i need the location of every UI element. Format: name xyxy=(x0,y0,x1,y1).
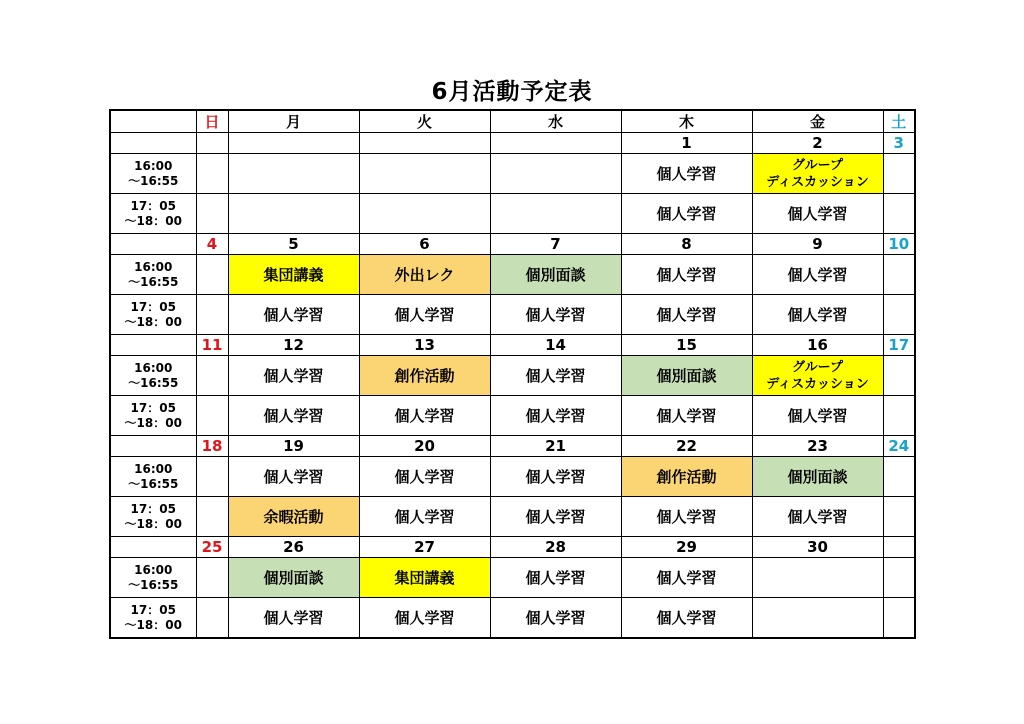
schedule-table xyxy=(109,109,916,639)
activity-cell xyxy=(883,255,915,295)
weekday-header-sunday: 日 xyxy=(196,110,228,133)
time-slot-start: 17：05 xyxy=(130,299,176,314)
date-cell-saturday: 3 xyxy=(883,133,915,154)
date-cell-thursday: 29 xyxy=(621,537,752,558)
activity-cell: 個人学習 xyxy=(228,598,359,639)
activity-cell xyxy=(196,396,228,436)
time-slot-row xyxy=(110,457,915,497)
date-row xyxy=(110,436,915,457)
activity-cell: 集団講義 xyxy=(228,255,359,295)
activity-cell: 個人学習 xyxy=(621,255,752,295)
time-slot-label xyxy=(110,356,196,396)
date-cell-tuesday: 27 xyxy=(359,537,490,558)
activity-cell: 余暇活動 xyxy=(228,497,359,537)
activity-cell: 個人学習 xyxy=(490,356,621,396)
activity-cell: 個人学習 xyxy=(490,295,621,335)
date-row xyxy=(110,335,915,356)
time-slot-start: 17：05 xyxy=(130,198,176,213)
time-slot-start: 16:00 xyxy=(134,360,173,375)
activity-cell: 個人学習 xyxy=(359,396,490,436)
date-row-label xyxy=(110,234,196,255)
time-slot-end: ～18：00 xyxy=(124,516,182,531)
time-slot-row xyxy=(110,497,915,537)
weekday-header-friday: 金 xyxy=(752,110,883,133)
time-slot-label xyxy=(110,497,196,537)
date-cell-sunday: 4 xyxy=(196,234,228,255)
time-slot-start: 16:00 xyxy=(134,562,173,577)
time-slot-end: ～18：00 xyxy=(124,415,182,430)
time-slot-start: 16:00 xyxy=(134,259,173,274)
date-cell-saturday: 17 xyxy=(883,335,915,356)
activity-cell xyxy=(883,497,915,537)
time-slot-start: 17：05 xyxy=(130,400,176,415)
time-slot-start: 17：05 xyxy=(130,602,176,617)
weekday-header-thursday: 木 xyxy=(621,110,752,133)
activity-cell: 個人学習 xyxy=(228,295,359,335)
weekday-header-tuesday: 火 xyxy=(359,110,490,133)
date-row-label xyxy=(110,335,196,356)
activity-cell: 個人学習 xyxy=(752,255,883,295)
activity-cell xyxy=(883,154,915,194)
time-slot-end: ～18：00 xyxy=(124,617,182,632)
time-slot-label xyxy=(110,295,196,335)
date-row xyxy=(110,234,915,255)
activity-cell xyxy=(196,457,228,497)
activity-cell: 個人学習 xyxy=(490,457,621,497)
date-cell-thursday: 8 xyxy=(621,234,752,255)
time-slot-end: ～16:55 xyxy=(128,274,179,289)
time-slot-label xyxy=(110,457,196,497)
activity-cell: 個人学習 xyxy=(359,497,490,537)
activity-cell: 個人学習 xyxy=(359,295,490,335)
activity-cell: 個人学習 xyxy=(228,356,359,396)
page-title: 6月活動予定表 xyxy=(431,79,593,105)
activity-cell xyxy=(883,194,915,234)
activity-cell xyxy=(883,457,915,497)
activity-line: ディスカッション xyxy=(766,174,869,190)
date-cell-sunday: 18 xyxy=(196,436,228,457)
activity-cell: 個人学習 xyxy=(490,497,621,537)
activity-cell: 個人学習 xyxy=(621,598,752,639)
activity-cell xyxy=(883,558,915,598)
date-cell-sunday: 25 xyxy=(196,537,228,558)
activity-cell xyxy=(359,194,490,234)
date-cell-sunday: 11 xyxy=(196,335,228,356)
date-cell-monday xyxy=(228,133,359,154)
activity-cell xyxy=(752,598,883,639)
date-cell-wednesday: 28 xyxy=(490,537,621,558)
date-row-label xyxy=(110,537,196,558)
activity-cell xyxy=(752,154,883,194)
date-cell-friday: 9 xyxy=(752,234,883,255)
date-cell-thursday: 22 xyxy=(621,436,752,457)
time-slot-start: 17：05 xyxy=(130,501,176,516)
activity-cell xyxy=(196,497,228,537)
date-cell-monday: 26 xyxy=(228,537,359,558)
activity-cell: 個人学習 xyxy=(752,194,883,234)
activity-cell: 個人学習 xyxy=(228,396,359,436)
activity-cell xyxy=(196,194,228,234)
activity-cell xyxy=(228,194,359,234)
date-cell-friday: 30 xyxy=(752,537,883,558)
time-slot-row xyxy=(110,396,915,436)
activity-cell: 個人学習 xyxy=(359,598,490,639)
time-slot-end: ～18：00 xyxy=(124,213,182,228)
activity-cell: 個人学習 xyxy=(621,194,752,234)
activity-cell: 個別面談 xyxy=(752,457,883,497)
time-slot-start: 16:00 xyxy=(134,158,173,173)
activity-line: グループ xyxy=(792,359,843,375)
date-cell-friday: 23 xyxy=(752,436,883,457)
activity-cell: 外出レク xyxy=(359,255,490,295)
activity-cell: 個別面談 xyxy=(228,558,359,598)
activity-cell xyxy=(196,154,228,194)
activity-cell xyxy=(883,598,915,639)
time-slot-row xyxy=(110,194,915,234)
date-cell-wednesday: 7 xyxy=(490,234,621,255)
date-cell-wednesday: 14 xyxy=(490,335,621,356)
time-slot-row xyxy=(110,255,915,295)
time-slot-label xyxy=(110,558,196,598)
activity-cell: 個人学習 xyxy=(621,295,752,335)
activity-cell: 個別面談 xyxy=(621,356,752,396)
activity-cell xyxy=(752,356,883,396)
date-cell-sunday xyxy=(196,133,228,154)
activity-cell xyxy=(196,295,228,335)
activity-cell xyxy=(883,356,915,396)
time-slot-label xyxy=(110,396,196,436)
activity-cell: 個人学習 xyxy=(490,396,621,436)
activity-line: ディスカッション xyxy=(766,376,869,392)
date-row xyxy=(110,133,915,154)
date-cell-monday: 5 xyxy=(228,234,359,255)
date-cell-tuesday xyxy=(359,133,490,154)
date-cell-tuesday: 20 xyxy=(359,436,490,457)
activity-cell: 個人学習 xyxy=(621,497,752,537)
activity-cell: 個人学習 xyxy=(359,457,490,497)
date-cell-wednesday: 21 xyxy=(490,436,621,457)
activity-cell: 個人学習 xyxy=(752,396,883,436)
time-slot-end: ～16:55 xyxy=(128,476,179,491)
time-slot-row xyxy=(110,558,915,598)
date-cell-tuesday: 13 xyxy=(359,335,490,356)
activity-cell: 個人学習 xyxy=(752,497,883,537)
activity-cell: 個人学習 xyxy=(490,558,621,598)
time-slot-label xyxy=(110,255,196,295)
activity-cell xyxy=(196,558,228,598)
date-cell-wednesday xyxy=(490,133,621,154)
time-slot-end: ～16:55 xyxy=(128,577,179,592)
time-slot-row xyxy=(110,154,915,194)
date-cell-thursday: 15 xyxy=(621,335,752,356)
weekday-header-saturday: 土 xyxy=(883,110,915,133)
activity-cell xyxy=(196,598,228,639)
activity-cell xyxy=(196,356,228,396)
time-slot-end: ～16:55 xyxy=(128,173,179,188)
activity-line: グループ xyxy=(792,157,843,173)
date-row xyxy=(110,537,915,558)
date-cell-monday: 12 xyxy=(228,335,359,356)
activity-cell xyxy=(490,194,621,234)
time-slot-label xyxy=(110,154,196,194)
weekday-header-monday: 月 xyxy=(228,110,359,133)
activity-cell: 集団講義 xyxy=(359,558,490,598)
activity-cell xyxy=(359,154,490,194)
activity-cell xyxy=(752,558,883,598)
date-row-label xyxy=(110,133,196,154)
activity-cell xyxy=(196,255,228,295)
activity-cell xyxy=(883,396,915,436)
activity-cell: 個人学習 xyxy=(228,457,359,497)
activity-cell: 個別面談 xyxy=(490,255,621,295)
date-cell-friday: 16 xyxy=(752,335,883,356)
activity-cell: 個人学習 xyxy=(621,558,752,598)
activity-cell xyxy=(883,295,915,335)
time-slot-label xyxy=(110,194,196,234)
date-cell-saturday: 24 xyxy=(883,436,915,457)
time-slot-row xyxy=(110,356,915,396)
date-cell-saturday xyxy=(883,537,915,558)
date-row-label xyxy=(110,436,196,457)
time-slot-start: 16:00 xyxy=(134,461,173,476)
corner-cell xyxy=(110,110,196,133)
activity-cell xyxy=(228,154,359,194)
activity-cell: 創作活動 xyxy=(621,457,752,497)
activity-cell: 創作活動 xyxy=(359,356,490,396)
activity-cell: 個人学習 xyxy=(752,295,883,335)
weekday-header-wednesday: 水 xyxy=(490,110,621,133)
activity-cell: 個人学習 xyxy=(621,154,752,194)
time-slot-label xyxy=(110,598,196,639)
activity-cell: 個人学習 xyxy=(490,598,621,639)
activity-cell: 個人学習 xyxy=(621,396,752,436)
date-cell-monday: 19 xyxy=(228,436,359,457)
date-cell-friday: 2 xyxy=(752,133,883,154)
weekday-header-row xyxy=(110,110,915,133)
time-slot-row xyxy=(110,295,915,335)
activity-cell xyxy=(490,154,621,194)
date-cell-saturday: 10 xyxy=(883,234,915,255)
time-slot-row xyxy=(110,598,915,639)
date-cell-thursday: 1 xyxy=(621,133,752,154)
time-slot-end: ～18：00 xyxy=(124,314,182,329)
time-slot-end: ～16:55 xyxy=(128,375,179,390)
date-cell-tuesday: 6 xyxy=(359,234,490,255)
